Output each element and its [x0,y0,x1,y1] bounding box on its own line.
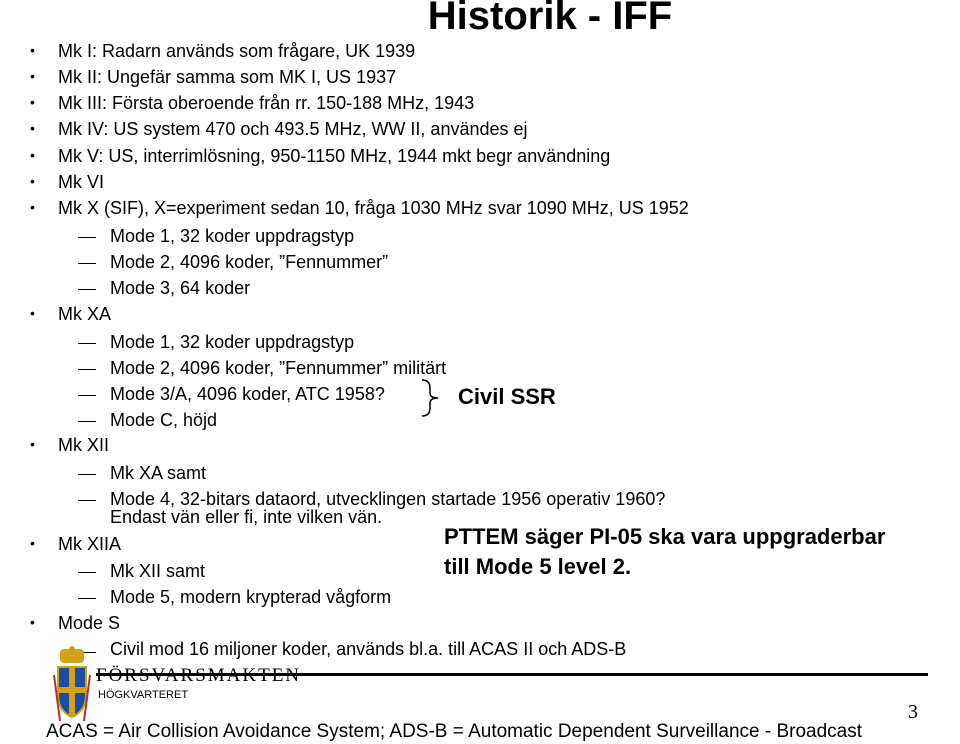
dash-marker [78,474,96,475]
sub-item: Mode 3/A, 4096 koder, ATC 1958? [110,384,385,404]
pttem-note-line1: PTTEM säger PI-05 ska vara uppgraderbar [444,524,886,549]
dash-marker [78,395,96,396]
crest-icon [52,645,92,725]
list-item: Mk III: Första oberoende från rr. 150-188 MHz, 1943 [58,93,475,113]
dash-marker [78,598,96,599]
sub-item: Mode 2, 4096 koder, ”Fennummer” militärt [110,358,447,378]
civil-ssr-label: Civil SSR [458,384,556,409]
bullet-dot: • [30,535,35,551]
dash-marker [78,500,96,501]
dash-marker [78,343,96,344]
sub-item: Mk XII samt [110,561,206,581]
list-item: Mk XII [58,435,110,455]
sub-item: Mode 5, modern krypterad vågform [110,587,392,607]
sub-item: Mode 1, 32 koder uppdragstyp [110,226,355,246]
sub-item: Mode 4, 32-bitars dataord, utvecklingen startade 1956 operativ 1960? [110,489,666,509]
list-item: Mk I: Radarn används som frågare, UK 1939 [58,41,416,61]
dash-marker [78,237,96,238]
list-item: Mk XA [58,304,112,324]
sub-item-continuation: Endast vän eller fi, inte vilken vän. [110,507,383,527]
dash-marker [78,289,96,290]
list-item: Mk X (SIF), X=experiment sedan 10, fråga 1030 MHz svar 1090 MHz, US 1952 [58,198,689,218]
sub-item: Mode 2, 4096 koder, ”Fennummer” [110,252,389,272]
sub-item: Civil mod 16 miljoner koder, används bl.a. till ACAS II och ADS-B [110,639,627,659]
page-number: 3 [908,701,918,723]
bullet-dot: • [30,614,35,630]
list-item: Mk II: Ungefär samma som MK I, US 1937 [58,67,397,87]
list-item: Mode S [58,613,121,633]
bullet-dot: • [30,120,35,136]
sub-item: Mode 3, 64 koder [110,278,251,298]
pttem-note-line2: till Mode 5 level 2. [444,554,632,579]
footer-divider [96,673,928,676]
dash-marker [78,263,96,264]
sub-item: Mode 1, 32 koder uppdragstyp [110,332,355,352]
dash-marker [78,572,96,573]
bullet-dot: • [30,173,35,189]
list-item: Mk IV: US system 470 och 493.5 MHz, WW II, användes ej [58,119,528,139]
sub-item: Mk XA samt [110,463,207,483]
dash-marker [78,369,96,370]
bullet-dot: • [30,305,35,321]
list-item: Mk VI [58,172,105,192]
bullet-dot: • [30,147,35,163]
dash-marker [78,421,96,422]
slide-title: Historik - IFF [427,0,673,38]
bullet-dot: • [30,199,35,215]
bullet-dot: • [30,42,35,58]
bullet-dot: • [30,94,35,110]
list-item: Mk XIIA [58,534,122,554]
sub-item: Mode C, höjd [110,410,218,430]
org-subtitle: HÖGKVARTERET [98,689,189,701]
bullet-dot: • [30,68,35,84]
curly-brace-icon [420,378,444,418]
bullet-dot: • [30,436,35,452]
list-item: Mk V: US, interrimlösning, 950-1150 MHz, 1944 mkt begr användning [58,146,611,166]
footnote: ACAS = Air Collision Avoidance System; ADS-B = Automatic Dependent Surveillance - Broadcast [46,721,863,742]
org-name [96,665,301,687]
